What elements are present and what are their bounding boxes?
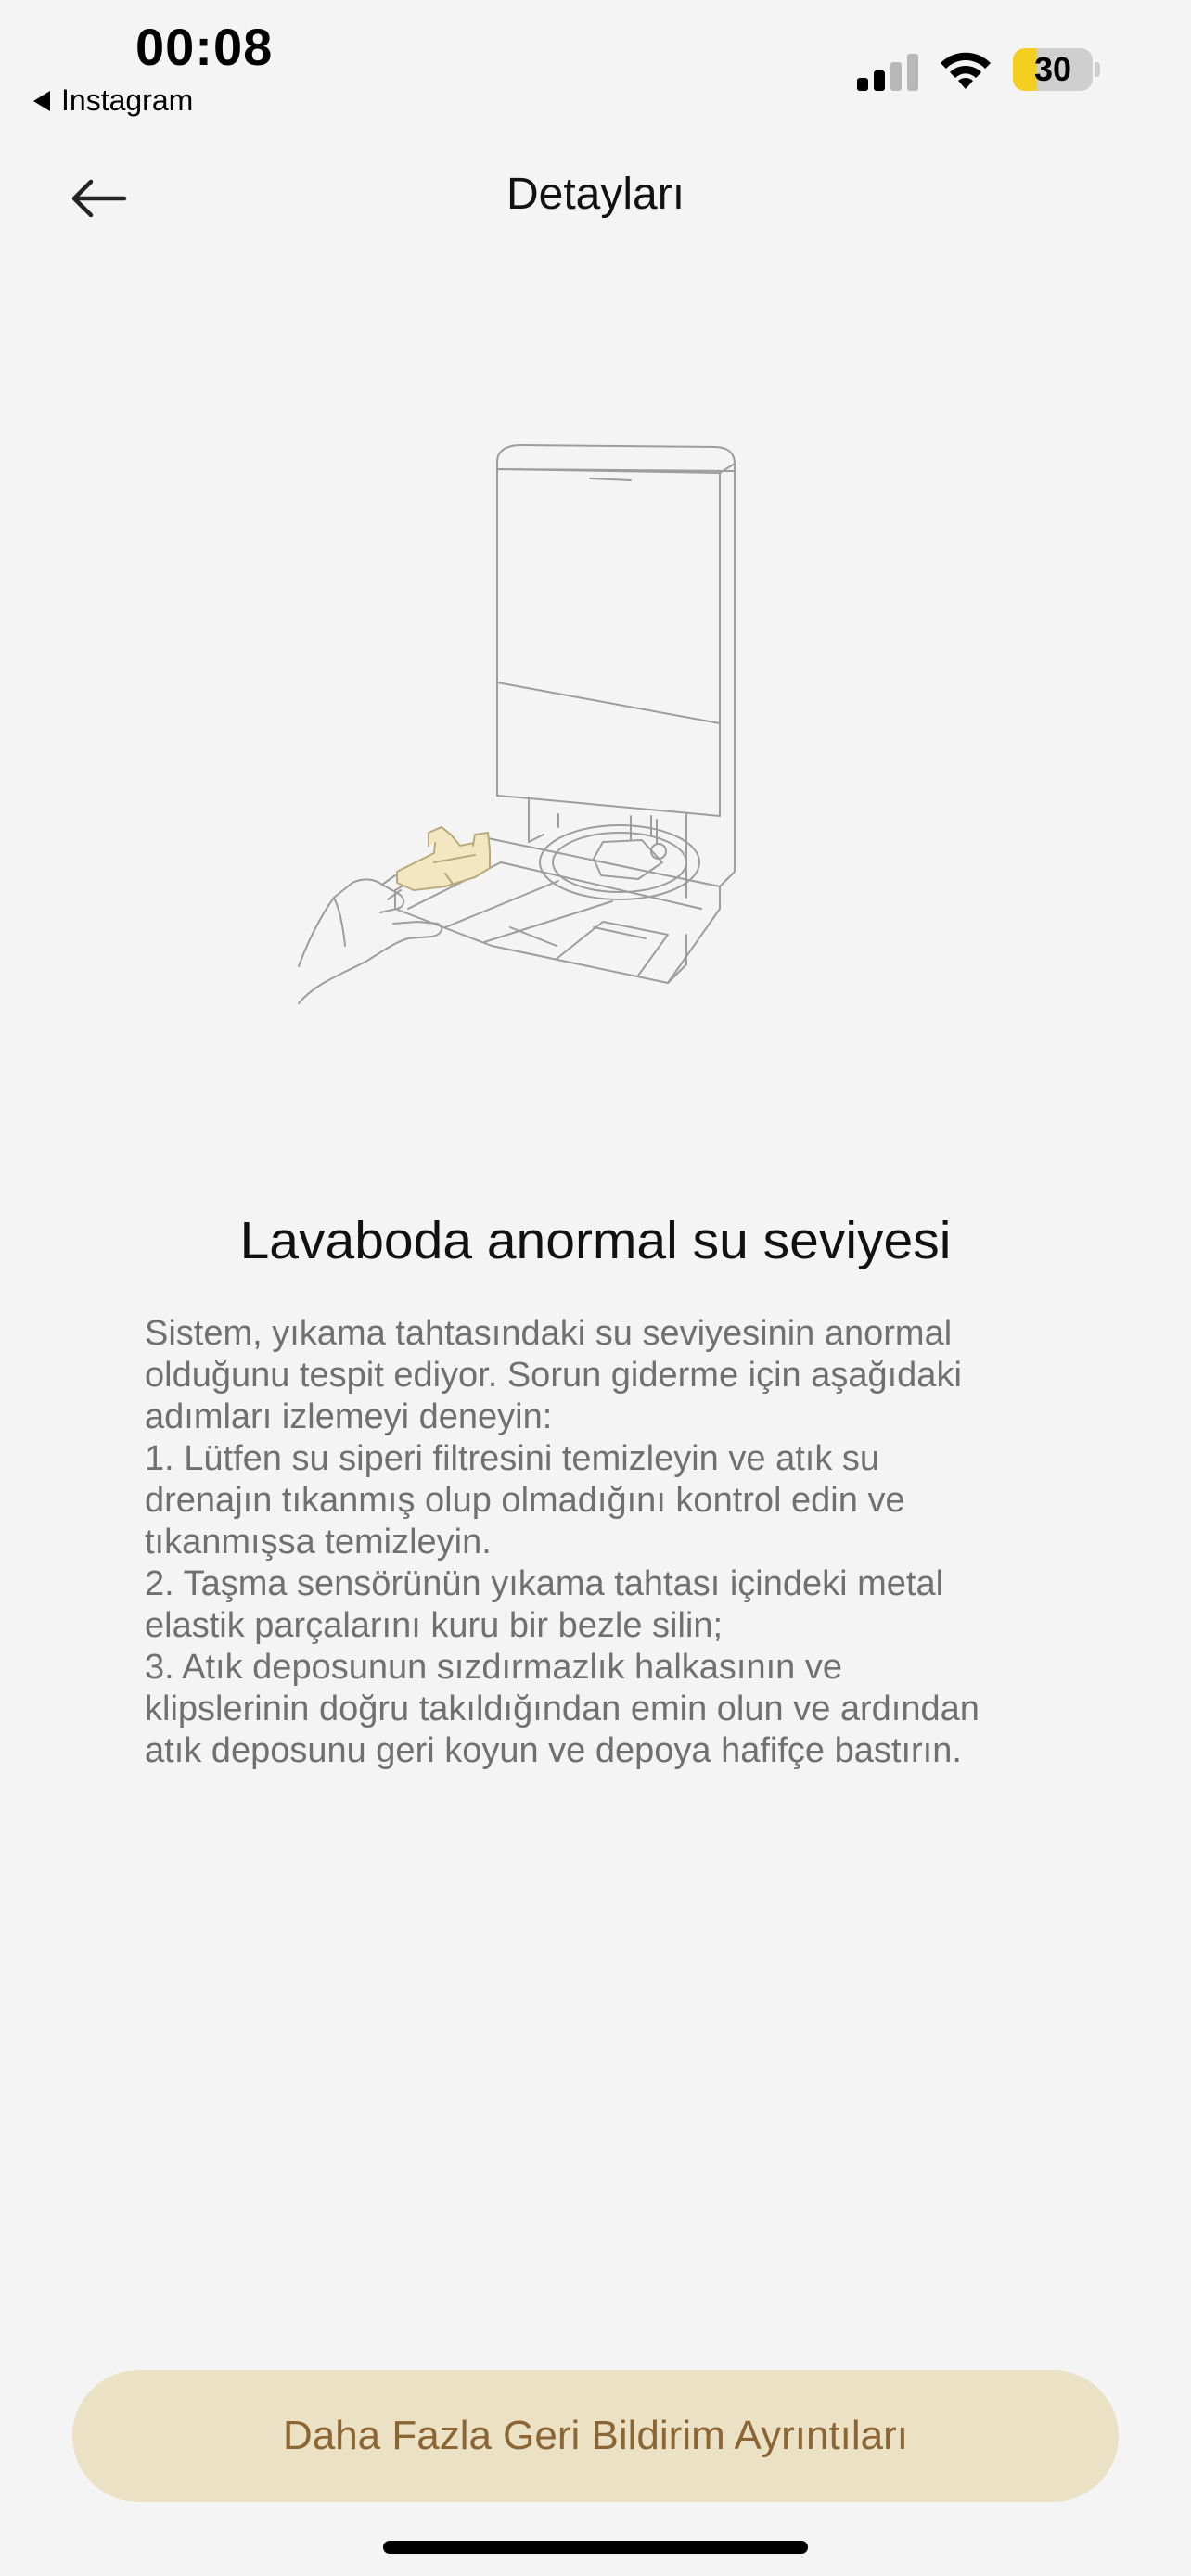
back-triangle-icon [33, 91, 50, 111]
back-to-app-link[interactable] [33, 83, 193, 118]
battery-icon [1013, 48, 1102, 91]
description-line: 1. Lütfen su siperi filtresini temizleyin ve atık su [145, 1439, 880, 1478]
status-time: 00:08 [135, 18, 274, 76]
battery-level: 30 [1033, 50, 1072, 88]
description-line: Sistem, yıkama tahtasındaki su seviyesinin anormal [145, 1314, 953, 1353]
home-indicator[interactable] [383, 2541, 808, 2554]
description-line: atık deposunu geri koyun ve depoya hafifçe bastırın. [145, 1731, 962, 1770]
description-line: drenajın tıkanmış olup olmadığını kontrol edin ve [145, 1481, 905, 1520]
error-headline: Lavaboda anormal su seviyesi [239, 1211, 952, 1270]
page-title: Detayları [506, 170, 685, 219]
description-line: tıkanmışsa temizleyin. [145, 1523, 492, 1562]
description-line: elastik parçalarını kuru bir bezle silin; [145, 1606, 724, 1645]
more-feedback-details-label: Daha Fazla Geri Bildirim Ayrıntıları [282, 2413, 909, 2458]
description-line: 2. Taşma sensörünün yıkama tahtası içindeki metal [145, 1564, 944, 1603]
description-line: olduğunu tespit ediyor. Sorun giderme için aşağıdaki [145, 1356, 962, 1395]
troubleshooting-description [145, 1313, 1072, 1772]
more-feedback-details-button[interactable] [72, 2370, 1119, 2502]
back-app-label: Instagram [61, 83, 194, 117]
robot-base-station-illustration [278, 427, 816, 1020]
description-line: klipslerinin doğru takıldığından emin olun ve ardından [145, 1690, 980, 1728]
wifi-icon [937, 48, 994, 91]
description-line: adımları izlemeyi deneyin: [145, 1397, 553, 1436]
signal-icon [855, 52, 920, 91]
description-line: 3. Atık deposunun sızdırmazlık halkasının ve [145, 1648, 842, 1687]
